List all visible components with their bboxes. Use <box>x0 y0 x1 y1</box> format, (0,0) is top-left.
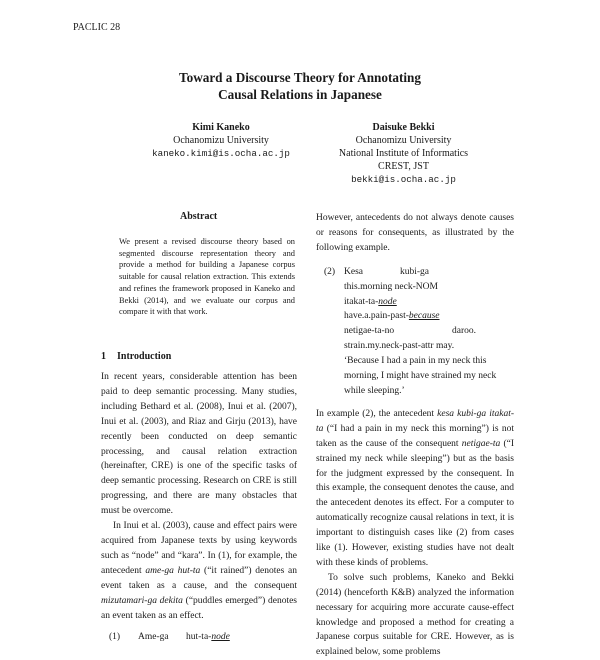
gloss-row: this.morning neck-NOM <box>344 281 438 292</box>
gloss-row <box>138 630 297 645</box>
author-block-2 <box>306 121 501 186</box>
author-affiliation: Ochanomizu University <box>355 135 452 146</box>
italic-term: netigae-ta <box>461 438 501 449</box>
gloss-word: daroo. <box>452 326 477 337</box>
author-email: kaneko.kimi@is.ocha.ac.jp <box>152 148 290 159</box>
example-number: (1) <box>109 632 121 643</box>
gloss-word: hut-ta- <box>186 632 212 643</box>
title-line-2: Causal Relations in Japanese <box>218 87 382 102</box>
right-paragraph-2 <box>316 407 514 571</box>
paper-title <box>0 69 600 103</box>
author-block-1 <box>141 121 301 160</box>
text-run: In Inui et al. (2003), cause and effect pairs were acquired from Japanese texts by using keywords such as “node” and “kara”. In (1), for example, the antecedent <box>101 521 297 576</box>
right-column-body <box>316 211 514 660</box>
example-gloss <box>344 265 514 399</box>
example-number: (2) <box>324 266 336 277</box>
text-run: In example (2), the antecedent <box>316 408 435 419</box>
gloss-row <box>344 324 514 339</box>
gloss-word-connective: because <box>408 311 440 322</box>
right-paragraph-3: To solve such problems, Kaneko and Bekki (2014) (henceforth K&B) analyzed the information necessary for acquiring more accurate cause-effect knowledge and proposed a method for creating a Japanese corpus suitable for CRE. However, as is explained below, some problems <box>316 572 514 658</box>
example-1 <box>109 630 297 645</box>
left-column-body <box>101 370 297 645</box>
text-run: (“I had a pain in my neck this morning”) is not taken as the cause of the consequent <box>316 423 514 449</box>
italic-term: kesa kubi-ga itakat-ta <box>316 408 515 434</box>
section-title: Introduction <box>117 351 172 362</box>
author-affiliation: CREST, JST <box>378 161 429 172</box>
gloss-row <box>344 265 514 280</box>
gloss-word: have.a.pain-past- <box>344 311 409 322</box>
author-affiliation: Ochanomizu University <box>173 135 269 146</box>
author-name: Kimi Kaneko <box>192 122 250 133</box>
right-paragraph-intro: However, antecedents do not always denote causes or reasons for consequents, as illustrated by the following example. <box>316 213 514 253</box>
gloss-row <box>344 295 514 310</box>
intro-paragraph-2 <box>101 519 297 623</box>
italic-term: ame-ga hut-ta <box>145 565 201 576</box>
intro-paragraph-1: In recent years, considerable attention has been paid to deep semantic processing. Many studies, including Bethard et al. (2008), Inui et al. (2007), Inui et al. (2003), and Riaz and Girju (2013), have recently been conducted on deep semantic processing, and causal relation extraction (hereinafter, CRE) is one of the specific tasks of deep semantic processing. Research on CRE is still progressing, and there are many obstacles that must be overcome. <box>101 372 297 517</box>
author-affiliation: National Institute of Informatics <box>338 148 469 159</box>
abstract-heading: Abstract <box>180 211 218 222</box>
gloss-word: Kesa <box>344 266 363 277</box>
section-heading <box>101 351 171 362</box>
text-run: (“I strained my neck while sleeping”) but as the basis for the judgment expressed by the consequent. In this example, the consequent denotes the cause, and the antecedent denotes its effect. For a computer to automatically recognize causal relations in text, it is important to distinguish cases like (2) from cases like (1). However, existing studies have not dealt with these kinds of problems. <box>316 438 514 568</box>
gloss-word-connective: node <box>211 632 230 643</box>
gloss-word: netigae-ta-no <box>344 326 395 337</box>
conference-header: PACLIC 28 <box>73 22 121 33</box>
gloss-row: strain.my.neck-past-attr may. <box>344 341 455 352</box>
abstract-body: We present a revised discourse theory based on segmented discourse representation theory and provide a method for building a Japanese corpus suitable for causal relation extraction. This extends and refines the framework proposed in Kaneko and Bekki (2014), and we evaluate our corpus and compare it with that work. <box>119 237 295 317</box>
title-line-1: Toward a Discourse Theory for Annotating <box>179 70 421 85</box>
text-run: (“puddles emerged”) denotes an event taken as an effect. <box>101 595 297 621</box>
example-2 <box>324 265 514 399</box>
text-run: (“it rained”) denotes an event taken as a cause, and the consequent <box>101 565 298 591</box>
gloss-word-connective: node <box>378 296 397 307</box>
gloss-word: kubi-ga <box>400 266 430 277</box>
gloss-word: Ame-ga <box>138 632 169 643</box>
author-email: bekki@is.ocha.ac.jp <box>351 174 456 185</box>
gloss-word: itakat-ta- <box>344 296 379 307</box>
example-gloss <box>138 630 297 645</box>
section-number: 1 <box>101 351 106 362</box>
author-name: Daisuke Bekki <box>372 122 435 133</box>
example-translation: ‘Because I had a pain in my neck this morning, I might have strained my neck while sleeping.’ <box>344 356 497 396</box>
gloss-row <box>344 309 514 324</box>
italic-term: mizutamari-ga dekita <box>101 595 183 606</box>
